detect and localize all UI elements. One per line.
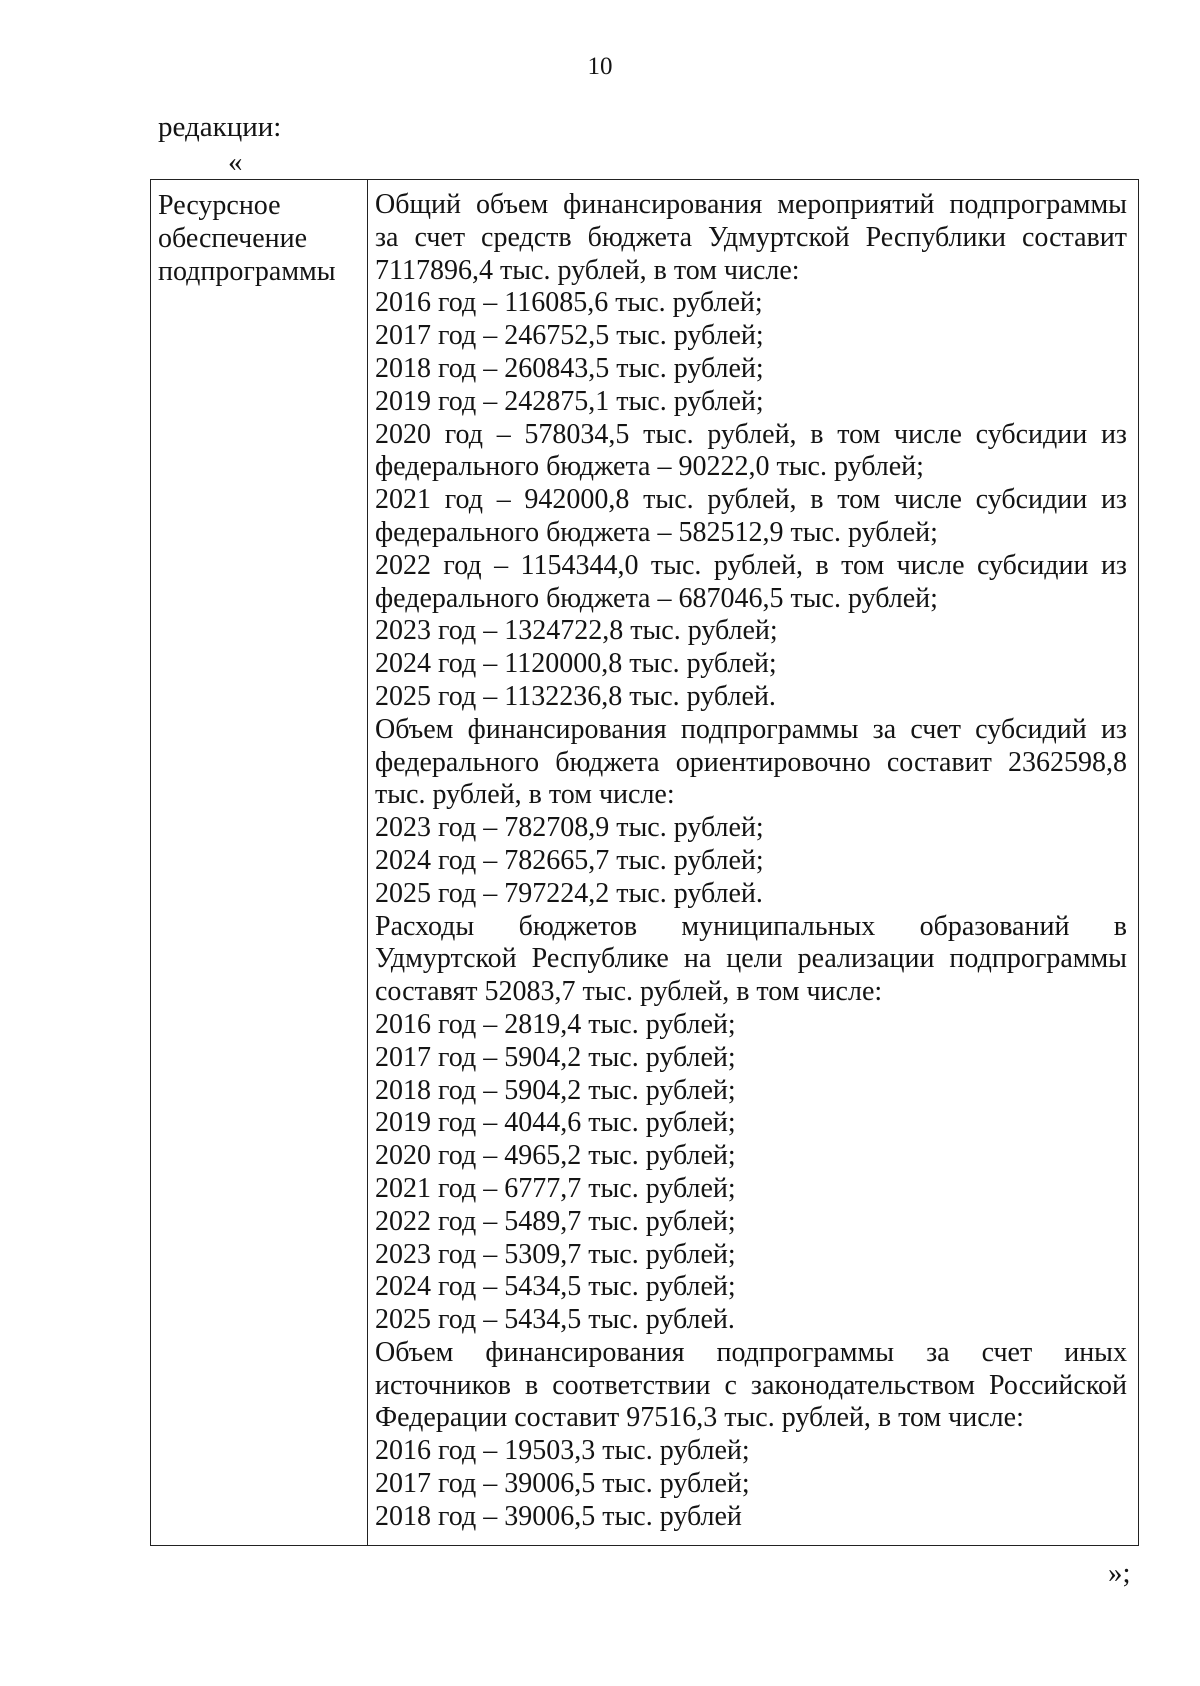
content-line: 2022 год – 1154344,0 тыс. рублей, в том числе субсидии из — [375, 549, 1127, 581]
content-line: 2024 год – 5434,5 тыс. рублей; — [375, 1271, 736, 1303]
content-line: 2023 год – 782708,9 тыс. рублей; — [375, 812, 764, 844]
column-divider — [367, 180, 368, 1545]
closing-quote-mark: »; — [1108, 1557, 1131, 1589]
content-line: федерального бюджета – 687046,5 тыс. рублей; — [375, 582, 938, 614]
content-line: 2019 год – 4044,6 тыс. рублей; — [375, 1107, 736, 1139]
content-line: 2017 год – 39006,5 тыс. рублей; — [375, 1468, 750, 1500]
content-line: Удмуртской Республике на цели реализации подпрограммы — [375, 943, 1127, 975]
content-line: 2017 год – 5904,2 тыс. рублей; — [375, 1041, 736, 1073]
opening-quote-mark: « — [228, 146, 243, 178]
content-line: 2025 год – 5434,5 тыс. рублей. — [375, 1304, 735, 1336]
content-line: 2018 год – 39006,5 тыс. рублей — [375, 1500, 742, 1532]
content-line: федерального бюджета – 582512,9 тыс. рублей; — [375, 516, 938, 548]
content-line: 2016 год – 116085,6 тыс. рублей; — [375, 287, 763, 319]
content-line: 2021 год – 6777,7 тыс. рублей; — [375, 1172, 736, 1204]
content-line: 2021 год – 942000,8 тыс. рублей, в том числе субсидии из — [375, 484, 1127, 516]
content-line: 2017 год – 246752,5 тыс. рублей; — [375, 320, 764, 352]
content-line: 2018 год – 260843,5 тыс. рублей; — [375, 352, 764, 384]
label-line: Ресурсное — [158, 190, 281, 221]
content-line: источников в соответствии с законодательством Российской — [375, 1369, 1127, 1401]
content-line: 2019 год – 242875,1 тыс. рублей; — [375, 385, 764, 417]
content-line: 2025 год – 1132236,8 тыс. рублей. — [375, 680, 776, 712]
content-line: 2016 год – 2819,4 тыс. рублей; — [375, 1008, 736, 1040]
content-line: 2024 год – 782665,7 тыс. рублей; — [375, 844, 764, 876]
content-line: тыс. рублей, в том числе: — [375, 779, 675, 811]
content-line: Объем финансирования подпрограммы за счет иных — [375, 1336, 1127, 1368]
resource-table — [150, 179, 1139, 1546]
content-line: 2022 год – 5489,7 тыс. рублей; — [375, 1205, 736, 1237]
content-line: составят 52083,7 тыс. рублей, в том числе: — [375, 976, 883, 1008]
content-line: Расходы бюджетов муниципальных образований в — [375, 910, 1127, 942]
content-line: Общий объем финансирования мероприятий подпрограммы — [375, 189, 1127, 220]
intro-text: редакции: — [158, 111, 282, 143]
page-number: 10 — [587, 53, 613, 80]
content-line: 2020 год – 578034,5 тыс. рублей, в том числе субсидии из — [375, 418, 1127, 450]
content-line: федерального бюджета – 90222,0 тыс. рублей; — [375, 451, 924, 483]
content-line: 2016 год – 19503,3 тыс. рублей; — [375, 1435, 750, 1467]
content-line: за счет средств бюджета Удмуртской Республики составит — [375, 221, 1127, 253]
content-line: 2023 год – 5309,7 тыс. рублей; — [375, 1238, 736, 1270]
content-line: 2018 год – 5904,2 тыс. рублей; — [375, 1074, 736, 1106]
content-line: 2023 год – 1324722,8 тыс. рублей; — [375, 615, 778, 647]
content-line: Федерации составит 97516,3 тыс. рублей, в том числе: — [375, 1402, 1024, 1434]
content-line: Объем финансирования подпрограммы за счет субсидий из — [375, 713, 1127, 745]
label-line: подпрограммы — [158, 255, 336, 287]
table-content-cell — [375, 189, 1127, 1534]
label-line: обеспечение — [158, 222, 308, 254]
content-line: 2020 год – 4965,2 тыс. рублей; — [375, 1140, 736, 1172]
table-label-cell — [158, 190, 363, 288]
content-line: 2024 год – 1120000,8 тыс. рублей; — [375, 648, 777, 680]
content-line: 2025 год – 797224,2 тыс. рублей. — [375, 877, 763, 909]
content-line: федерального бюджета ориентировочно составит 2362598,8 — [375, 746, 1127, 778]
content-line: 7117896,4 тыс. рублей, в том числе: — [375, 254, 800, 286]
